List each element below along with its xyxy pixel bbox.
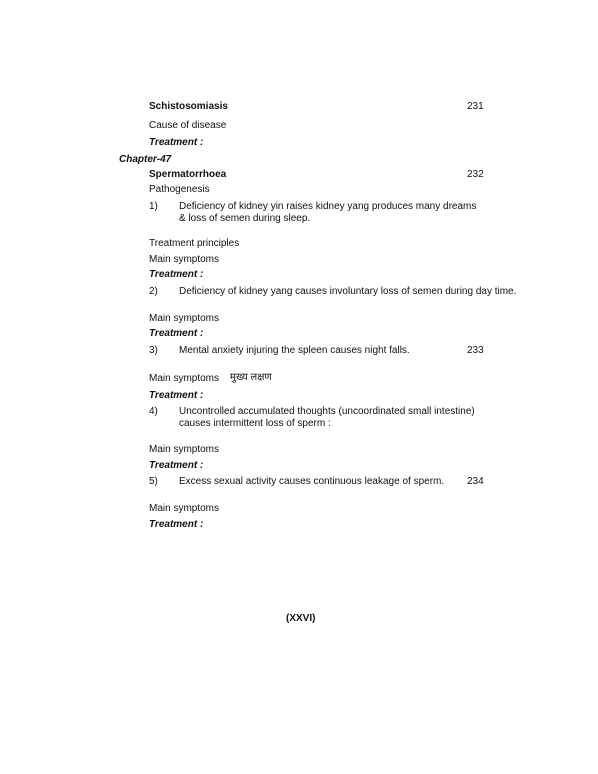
item-4-number: 4): [149, 406, 158, 417]
item-5-page-number: 234: [467, 476, 484, 487]
main-symptoms-entry: Main symptoms: [149, 254, 220, 265]
main-symptoms-hindi-label: मुख्य लक्षण: [230, 372, 272, 383]
schistosomiasis-page-number: 231: [467, 101, 484, 112]
main-symptoms-entry: Main symptoms: [149, 503, 220, 514]
spermatorrhoea-page-number: 232: [467, 169, 484, 180]
treatment-entry: Treatment :: [149, 137, 204, 148]
item-1-text: Deficiency of kidney yin raises kidney yang produces many dreams & loss of semen during sleep.: [179, 201, 477, 224]
treatment-entry: Treatment :: [149, 269, 204, 280]
spermatorrhoea-heading: Spermatorrhoea: [149, 169, 227, 180]
item-3-text: Mental anxiety injuring the spleen causes night falls.: [179, 345, 410, 356]
item-4-text: Uncontrolled accumulated thoughts (uncoordinated small intestine) causes intermittent loss of sperm :: [179, 406, 475, 429]
main-symptoms-entry: Main symptoms: [149, 444, 220, 455]
item-3-number: 3): [149, 345, 158, 356]
schistosomiasis-heading: Schistosomiasis: [149, 101, 228, 112]
main-symptoms-entry: Main symptoms: [149, 373, 220, 384]
chapter-label: Chapter-47: [119, 154, 172, 165]
cause-of-disease-entry: Cause of disease: [149, 120, 227, 131]
item-5-number: 5): [149, 476, 158, 487]
item-2-text: Deficiency of kidney yang causes involuntary loss of semen during day time.: [179, 286, 517, 297]
item-3-page-number: 233: [467, 345, 484, 356]
treatment-principles-entry: Treatment principles: [149, 238, 240, 249]
page-number-footer: (XXVI): [286, 613, 316, 624]
item-1-number: 1): [149, 201, 158, 212]
treatment-entry: Treatment :: [149, 519, 204, 530]
item-2-number: 2): [149, 286, 158, 297]
item-5-text: Excess sexual activity causes continuous leakage of sperm.: [179, 476, 445, 487]
pathogenesis-entry: Pathogenesis: [149, 184, 210, 195]
treatment-entry: Treatment :: [149, 328, 204, 339]
main-symptoms-entry: Main symptoms: [149, 313, 220, 324]
treatment-entry: Treatment :: [149, 460, 204, 471]
treatment-entry: Treatment :: [149, 390, 204, 401]
